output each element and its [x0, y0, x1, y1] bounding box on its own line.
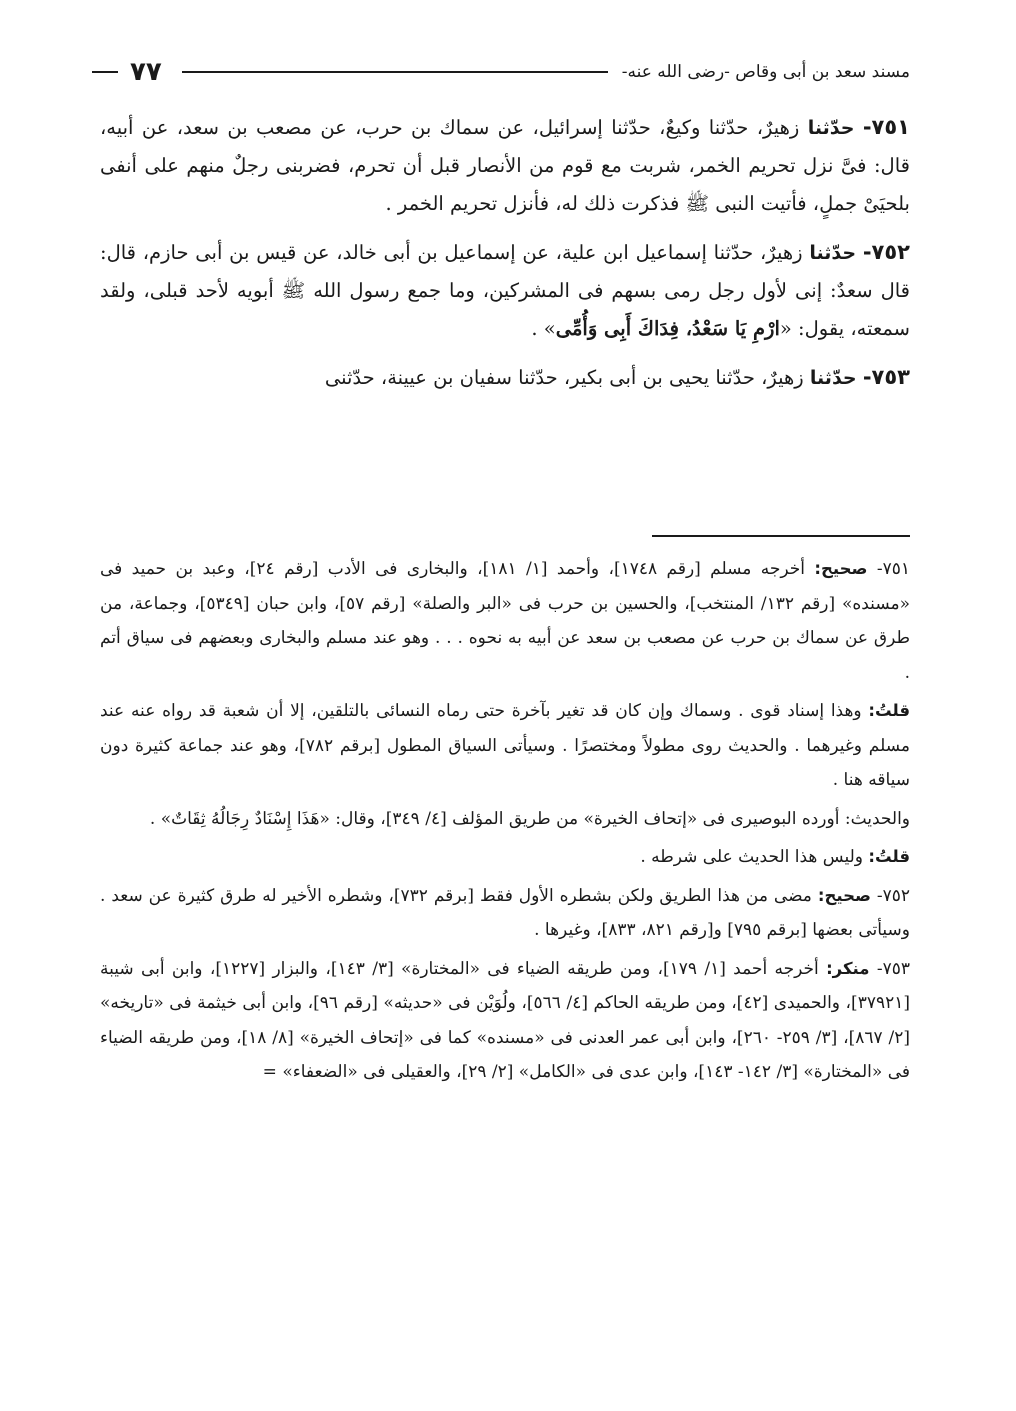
hadith-lead: حدّثنا — [809, 367, 857, 389]
footnote-grade: منكر: — [826, 958, 870, 978]
hadith-text: زهيرٌ، حدّثنا يحيى بن أبى بكير، حدّثنا سفيان بن عيينة، حدّثنى — [324, 366, 804, 389]
footnote-number: ٧٥٣- — [876, 958, 910, 979]
footnote-grade: صحيح: — [814, 559, 868, 578]
bousiri-text: والحديث: أورده البوصيرى فى «إتحاف الخيرة» من طريق المؤلف [٤/ ٣٤٩]، وقال: «هَذَا إِسْنَادٌ رِجَالُهُ ثِقَاتٌ» . — [149, 808, 910, 829]
running-head — [616, 62, 910, 82]
footnote-text: أخرجه مسلم [رقم ١٧٤٨]، وأحمد [١/ ١٨١]، والبخارى فى الأدب [رقم ٢٤]، وعبد بن حميد فى «مسنده» [رقم ١٣٢/ المنتخب]، والحسين بن حرب فى «البر والصلة» [رقم ٥٧]، وابن حبان [٥٣٤٩]، وجماعة، من طرق عن سماك بن حرب عن مصعب بن سعد عن أبيه به نحوه . . . وهو عند مسلم والبخارى وبعضهم فى سياق أتم . — [100, 559, 910, 683]
footnote-bousiri — [100, 802, 910, 837]
page-header — [92, 54, 910, 90]
hadith-751 — [100, 108, 910, 223]
footnote-separator — [652, 535, 910, 537]
footnote-number: ٧٥١- — [876, 559, 911, 579]
footnotes — [100, 552, 910, 1094]
footnote-text: أخرجه أحمد [١/ ١٧٩]، ومن طريقه الضياء فى «المختارة» [٣/ ١٤٣]، والبزار [١٢٢٧]، وابن أبى شيبة [٣٧٩٢١]، والحميدى [٤٢]، ومن طريقه الحاكم [٤/ ٥٦٦]، ولُوَيْن فى «حديثه» [رقم ٩٦]، وابن أبى خيثمة فى «تاريخه» [٢/ ٨٦٧]، [٣/ ٢٥٩- ٢٦٠]، وابن أبى عمر العدنى فى «مسنده» كما فى «إتحاف الخيرة» [٨/ ١٨]، ومن طريقه الضياء فى «المختارة» [٣/ ١٤٢- ١٤٣]، وابن عدى فى «الكامل» [٢/ ٢٩]، والعقيلى فى «الضعفاء» = — [100, 958, 910, 1082]
footnote-grade: صحيح: — [817, 885, 871, 905]
prophetic-quote: ارْمِ يَا سَعْدُ، فِدَاكَ أَبِى وَأُمِّى — [555, 317, 780, 340]
footnote-text: مضى من هذا الطريق ولكن بشطره الأول فقط [برقم ٧٣٢]، وشطره الأخير له طرق كثيرة عن سعد . وسيأتى بعضها [برقم ٧٩٥] و[رقم ٨٢١، ٨٣٣]، وغيرها . — [100, 885, 910, 940]
running-head-text: مسند سعد بن أبى وقاص -رضى الله عنه- — [621, 62, 910, 82]
hadith-number: ٧٥٢- — [862, 240, 910, 264]
page-number: ٧٧ — [130, 57, 162, 87]
hadith-752 — [100, 233, 910, 348]
hadith-lead: حدّثنا — [807, 117, 855, 139]
comment-text: وليس هذا الحديث على شرطه . — [640, 847, 863, 867]
comment-label: قلتُ: — [868, 847, 910, 866]
footnote-number: ٧٥٢- — [876, 885, 911, 906]
page-number-dash — [92, 71, 118, 73]
footnote-752 — [100, 879, 910, 948]
footnote-comment — [100, 694, 910, 798]
hadith-lead: حدّثنا — [809, 242, 857, 264]
main-text — [100, 108, 910, 407]
hadith-number: ٧٥٣- — [862, 365, 910, 389]
footnote-753 — [100, 952, 910, 1090]
footnote-751 — [100, 552, 910, 690]
comment-text: وهذا إسناد قوى . وسماك وإن كان قد تغير بآخرة حتى رماه النسائى بالتلقين، إلا أن شعبة قد رواه عنه عند مسلم وغيرهما . والحديث روى مطولاً ومختصرًا . وسيأتى السياق المطول [برقم ٧٨٢]، وهو عند جماعة كثيرة دون سياقه هنا . — [100, 701, 910, 790]
hadith-753 — [100, 358, 910, 397]
hadith-text: زهيرٌ، حدّثنا وكيعٌ، حدّثنا إسرائيل، عن سماك بن حرب، عن مصعب بن سعد، عن أبيه، قال: فىَّ نزل تحريم الخمر، شربت مع قوم من الأنصار قبل أن تحرم، فضربنى رجلٌ منهم على أنفى بلحيَىْ جملٍ، فأتيت النبى ﷺ فذكرت ذلك له، فأنزل تحريم الخمر . — [100, 116, 910, 215]
hadith-number: ٧٥١- — [862, 115, 910, 139]
header-rule — [182, 71, 608, 73]
hadith-text-end: » . — [531, 317, 556, 340]
hadith-text: زهيرٌ، حدّثنا إسماعيل ابن علية، عن إسماعيل بن أبى خالد، عن قيس بن أبى حازم، قال: قال سعدٌ: إنى لأول رجل رمى بسهم فى المشركين، وما جمع رسول الله ﷺ أبويه لأحد قبلى، ولقد سمعته، يقول: « — [100, 241, 910, 340]
footnote-comment-2 — [100, 840, 910, 875]
comment-label: قلتُ: — [868, 701, 911, 720]
